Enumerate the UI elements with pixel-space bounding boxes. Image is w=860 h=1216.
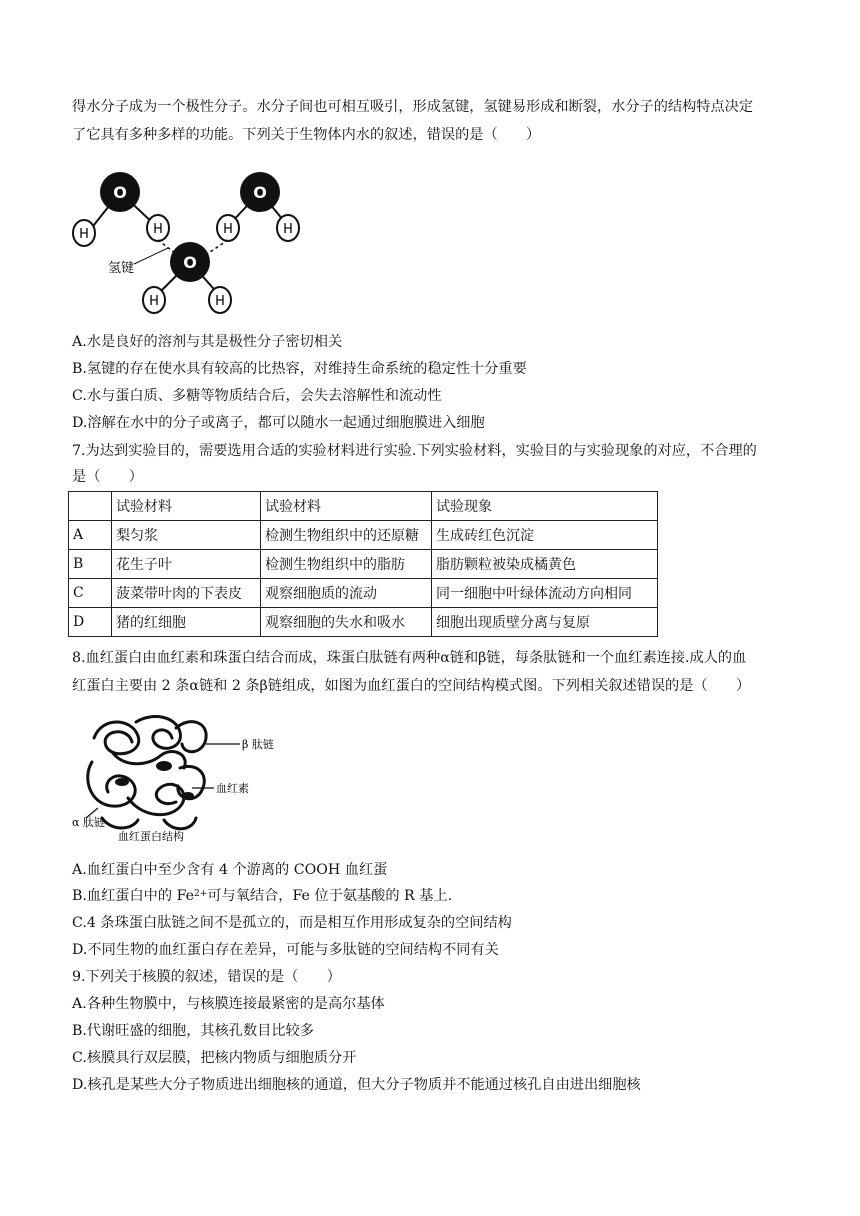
table-cell: D: [69, 608, 112, 637]
q8-option-d: D.不同生物的血红蛋白存在差异，可能与多肽链的空间结构不同有关: [72, 942, 499, 958]
svg-text:H: H: [149, 294, 159, 309]
q9-option-d: D.核孔是某些大分子物质进出细胞核的通道，但大分子物质并不能通过核孔自由进出细胞核: [72, 1077, 641, 1093]
q8-stem-line1: 8.血红蛋白由血红素和珠蛋白结合而成，珠蛋白肽链有两种α链和β链，每条肽链和一个血红素连接.成人的血: [72, 650, 747, 666]
svg-text:O: O: [253, 183, 267, 202]
q8-option-b: B.血红蛋白中的 $Fe^{2+}$可与氧结合，Fe 位于氨基酸的 R 基上.: [72, 888, 453, 904]
svg-text:H: H: [79, 227, 89, 242]
alpha-chain-label: α 肽链: [72, 816, 105, 829]
q6-option-c: C.水与蛋白质、多糖等物质结合后，会失去溶解性和流动性: [72, 388, 442, 404]
svg-text:H: H: [283, 222, 293, 237]
table-header-cell: 试验现象: [432, 492, 658, 521]
q9-stem: 9.下列关于核膜的叙述，错误的是（ ）: [72, 969, 341, 985]
q8-option-c: C.4 条珠蛋白肽链之间不是孤立的，而是相互作用形成复杂的空间结构: [72, 915, 512, 931]
q6-option-a: A.水是良好的溶剂与其是极性分子密切相关: [72, 334, 343, 350]
q7-stem-line2: 是（ ）: [72, 469, 143, 485]
table-cell: B: [69, 550, 112, 579]
q9-option-a: A.各种生物膜中，与核膜连接最紧密的是高尔基体: [72, 996, 385, 1012]
q6-option-d: D.溶解在水中的分子或离子，都可以随水一起通过细胞膜进入细胞: [72, 415, 485, 431]
table-cell: 脂肪颗粒被染成橘黄色: [432, 550, 658, 579]
table-header-row: [69, 492, 658, 521]
table-cell: 观察细胞的失水和吸水: [261, 608, 432, 637]
q9-option-c: C.核膜具行双层膜，把核内物质与细胞质分开: [72, 1050, 357, 1066]
table-cell: 观察细胞质的流动: [261, 579, 432, 608]
q6-stem-line1: 得水分子成为一个极性分子。水分子间也可相互吸引，形成氢键，氢键易形成和断裂，水分子的结构特点决定: [72, 99, 754, 115]
table-cell: 检测生物组织中的还原糖: [261, 521, 432, 550]
figure-caption: 血红蛋白结构: [118, 830, 184, 843]
q7-stem-line1: 7.为达到实验目的，需要选用合适的实验材料进行实验.下列实验材料，实验目的与实验现象的对应，不合理的: [72, 443, 757, 459]
table-header-cell: 试验材料: [261, 492, 432, 521]
table-header-cell: 试验材料: [112, 492, 261, 521]
water-molecule-center: [143, 240, 231, 313]
q9-option-b: B.代谢旺盛的细胞，其核孔数目比较多: [72, 1023, 314, 1039]
q6-stem-line2: 了它具有多种多样的功能。下列关于生物体内水的叙述，错误的是（ ）: [72, 127, 541, 143]
beta-chain-label: β 肽链: [242, 738, 274, 751]
table-row: [69, 608, 658, 637]
table-cell: 生成砖红色沉淀: [432, 521, 658, 550]
table-cell: 猪的红细胞: [112, 608, 261, 637]
q7-experiment-table: [68, 491, 658, 637]
table-cell: A: [69, 521, 112, 550]
water-molecule-left: [73, 172, 169, 246]
svg-text:H: H: [223, 222, 233, 237]
table-row: [69, 521, 658, 550]
heme-label: 血红素: [216, 782, 249, 795]
q8-stem-line2: 红蛋白主要由 2 条α链和 2 条β链组成，如图为血红蛋白的空间结构模式图。下列相关叙述错误的是（ ）: [72, 678, 751, 694]
q8-option-a: A.血红蛋白中至少含有 4 个游离的 COOH 血红蛋: [72, 862, 388, 878]
table-cell: C: [69, 579, 112, 608]
table-header-cell: [69, 492, 112, 521]
polypeptide-chains: [88, 717, 206, 829]
svg-text:O: O: [113, 183, 127, 202]
table-cell: 花生子叶: [112, 550, 261, 579]
table-cell: 菠菜带叶肉的下表皮: [112, 579, 261, 608]
q6-option-b: B.氢键的存在使水具有较高的比热容，对维持生命系统的稳定性十分重要: [72, 361, 527, 377]
table-row: [69, 579, 658, 608]
table-cell: 梨匀浆: [112, 521, 261, 550]
svg-text:H: H: [153, 222, 163, 237]
table-cell: 细胞出现质壁分离与复原: [432, 608, 658, 637]
water-molecule-right: [217, 172, 299, 241]
svg-text:H: H: [215, 294, 225, 309]
table-row: [69, 550, 658, 579]
table-cell: 检测生物组织中的脂肪: [261, 550, 432, 579]
hydrogen-bond-label: 氢键: [108, 261, 135, 276]
water-hydrogen-bond-figure: [72, 168, 312, 318]
hemoglobin-structure-figure: [72, 708, 292, 848]
table-cell: 同一细胞中叶绿体流动方向相同: [432, 579, 658, 608]
svg-text:O: O: [183, 253, 197, 272]
